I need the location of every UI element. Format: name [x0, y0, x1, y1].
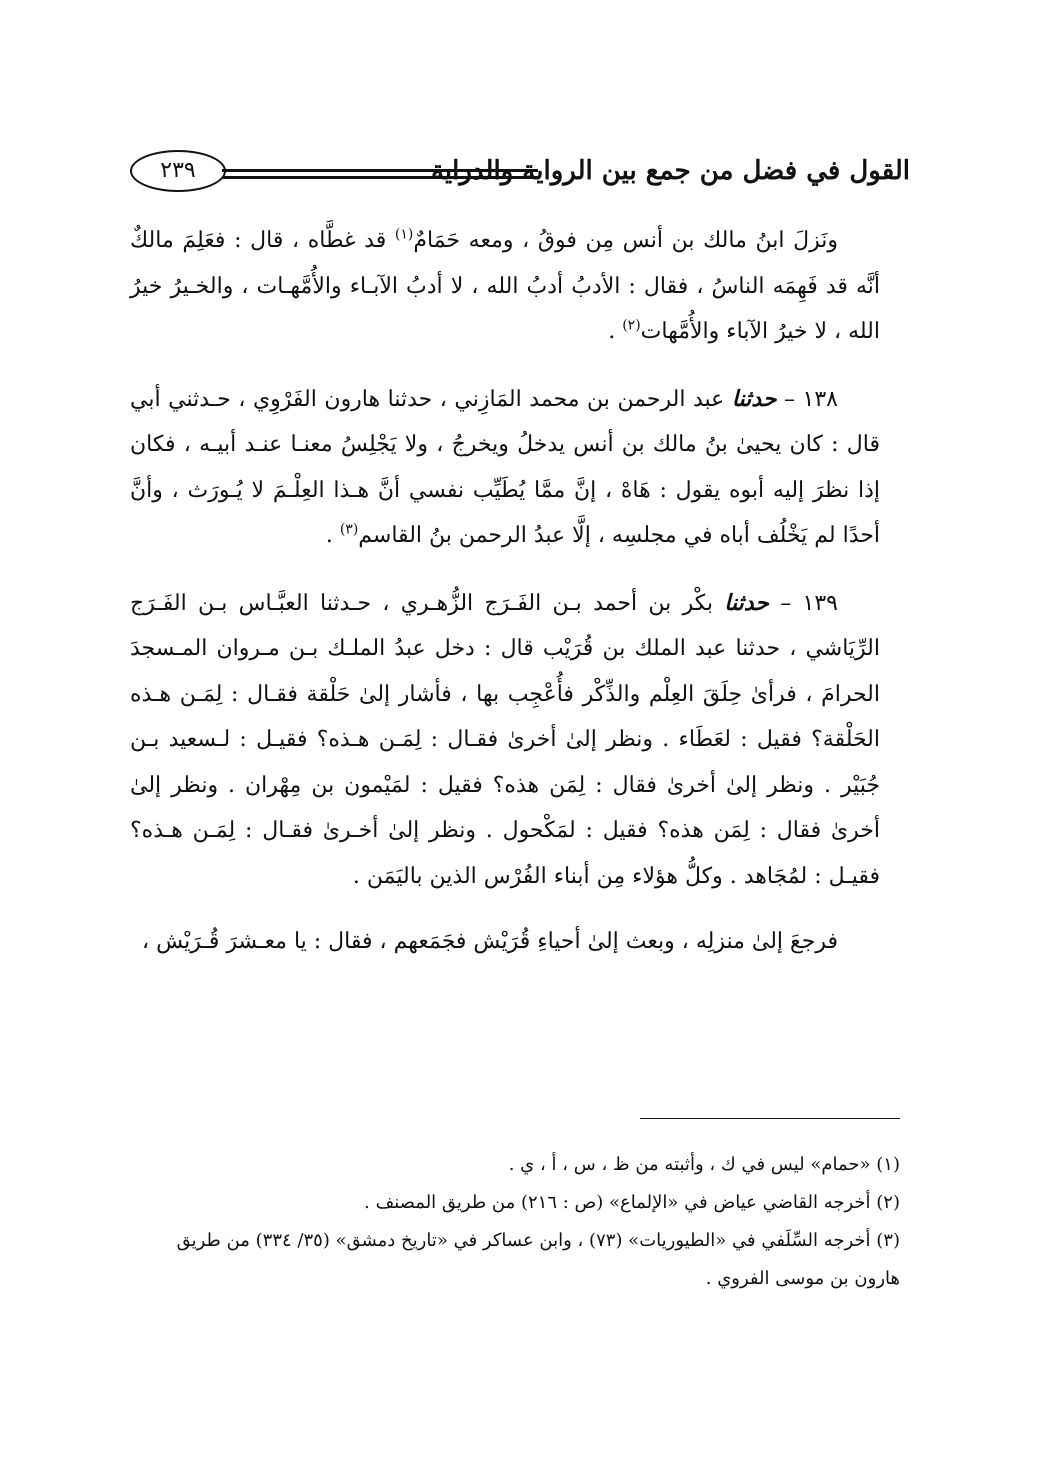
- haddathana-word: حدثنا: [731, 385, 777, 412]
- header-double-rule: [222, 169, 538, 179]
- paragraph-quraysh: [130, 919, 880, 965]
- footnote-1: (١) «حمام» ليس في ك ، وأثبته من ظ ، س ، أ ، ي .: [508, 1154, 900, 1175]
- running-header: [130, 150, 910, 200]
- footnote-3-continuation: هارون بن موسى الفروي .: [705, 1268, 900, 1289]
- main-text: [130, 218, 880, 987]
- footnote-3: (٣) أخرجه السِّلَفي في «الطيوريات» (٧٣) ، وابن عساكر في «تاريخ دمشق» (٣٥/ ٣٣٤) من طريق: [176, 1230, 900, 1251]
- footnote-separator: [640, 1118, 900, 1119]
- footnote-ref-2: (٢): [622, 317, 641, 334]
- footnote-ref-1: (١): [394, 226, 414, 243]
- footnotes: [130, 1148, 900, 1300]
- paragraph-text: ونَزلَ ابنُ مالك بن أنس مِن فوقُ ، ومعه حَمَامٌ: [413, 228, 838, 253]
- paragraph-end: .: [608, 319, 623, 344]
- paragraph-text: فرجعَ إلىٰ منزلِه ، وبعث إلىٰ أحياءِ قُرَيْش فجَمَعهم ، فقال : يا معـشرَ قُـرَيْش ،: [142, 929, 838, 954]
- hadith-139: [130, 581, 880, 900]
- haddathana-word: حدثنا: [724, 589, 769, 616]
- hadith-number: ١٣٨ –: [776, 386, 838, 412]
- footnote-ref-3: (٣): [339, 521, 359, 538]
- paragraph-text: قد غطَّاه ، قال : فعَلِمَ مالكٌ أنَّه قد فَهِمَه الناسُ ، فقال : الأدبُ أدبُ الله ، لا أدبُ الآبـاء والأُمَّهـات ، والخـيرُ خيرُ الله ، لا خيرُ الآباء والأُمَّهات: [130, 228, 880, 344]
- running-header-title: القول في فضل من جمع بين الرواية والدراية: [430, 156, 910, 186]
- hadith-138: [130, 377, 880, 559]
- footnote-2: (٢) أخرجه القاضي عياض في «الإلماع» (ص : ٢١٦) من طريق المصنف .: [364, 1192, 900, 1213]
- page-number: ٢٣٩: [130, 150, 226, 192]
- paragraph-malik-son: [130, 218, 880, 355]
- hadith-number: ١٣٩ –: [768, 590, 838, 616]
- hadith-text: عبد الرحمن بن محمد المَازِني ، حدثنا هارون الفَرْوِي ، حـدثني أبي قال : كان يحيىٰ بنُ مالك بن أنس يدخلُ ويخرجُ ، ولا يَجْلِسُ معنـا عنـد أبيـه ، فكان إذا نظرَ إليه أبوه يقول : هَاهْ ، إنَّ ممَّا يُطَيِّب نفسي أنَّ هـذا العِلْـمَ لا يُـورَث ، وأنَّ أحدًا لم يَخْلُف أباه في مجلسِه ، إلَّا عبدُ الرحمن بنُ القاسم: [130, 386, 880, 548]
- hadith-text: بكْر بن أحمد بـن الفَـرَج الزُّهـري ، حـدثنا العبَّـاس بـن الفَـرَج الرِّيَاشي ، حدثنا عبد الملك بن قُرَيْب قال : دخل عبدُ الملـك بـن مـروان المـسجدَ الحرامَ ، فرأىٰ حِلَقَ العِلْم والذِّكْر فأُعْجِب بها ، فأشار إلىٰ حَلْقة فقـال : لِمَـن هـذه الحَلْقة؟ فقيل : لعَطَاء . ونظر إلىٰ أخرىٰ فقـال : لِمَـن هـذه؟ فقيـل : لـسعيد بـن جُبَيْر . ونظر إلىٰ أخرىٰ فقال : لِمَن هذه؟ فقيل : لمَيْمون بن مِهْران . ونظر إلىٰ أخرىٰ فقال : لِمَن هذه؟ فقيل : لمَكْحول . ونظر إلىٰ أخـرىٰ فقـال : لِمَـن هـذه؟ فقيـل : لمُجَاهد . وكلُّ هؤلاء مِن أبناء الفُرْس الذين باليَمَن .: [130, 590, 880, 889]
- paragraph-end: .: [325, 523, 340, 548]
